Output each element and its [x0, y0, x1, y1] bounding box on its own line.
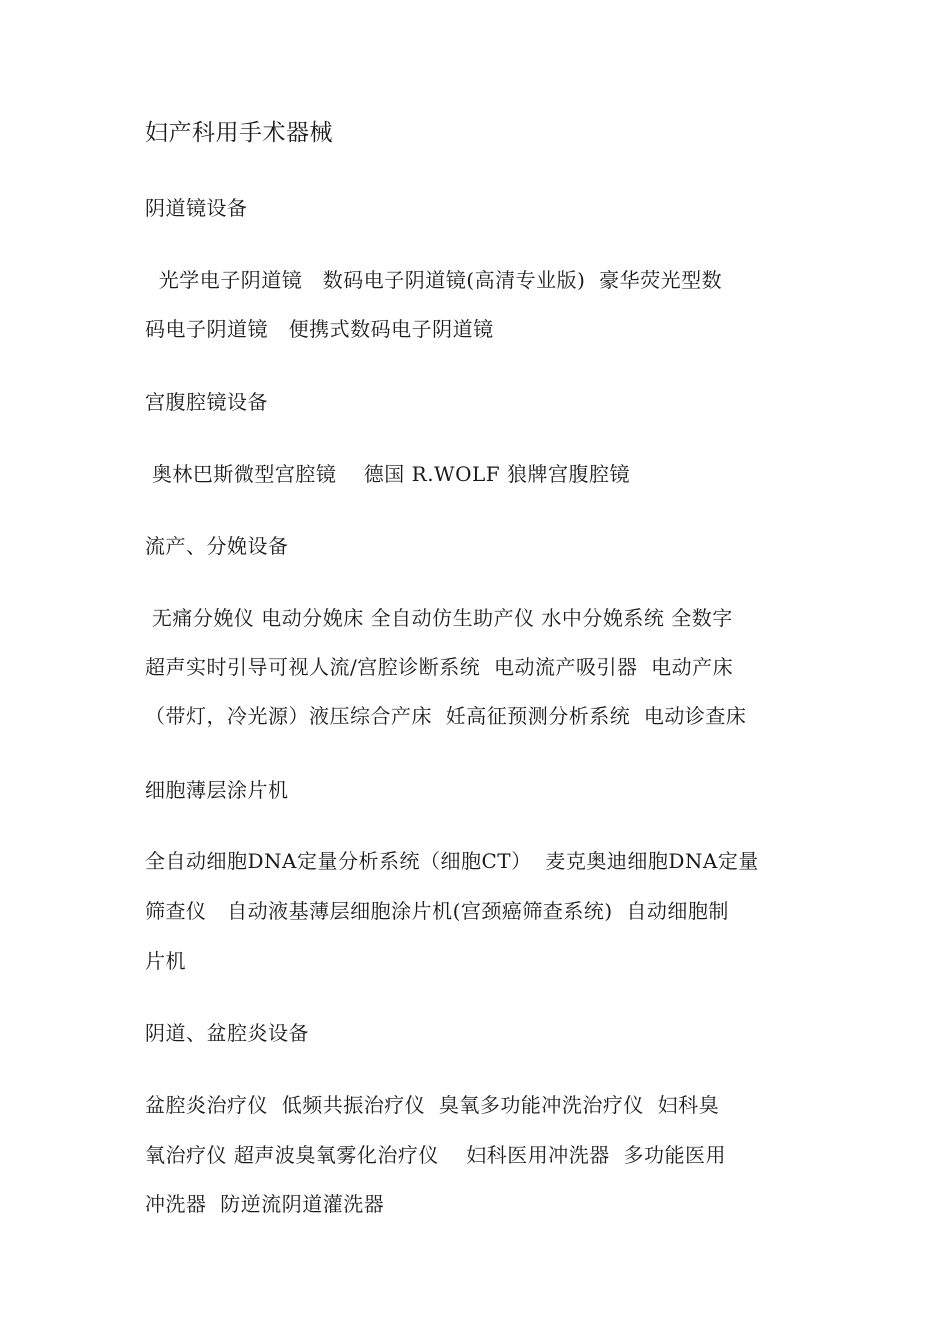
section-text-line: （带灯，冷光源）液压综合产床 妊高征预测分析系统 电动诊查床 — [145, 704, 747, 728]
section-text-line: 片机 — [145, 949, 186, 973]
section-text-line: 超声实时引导可视人流/宫腔诊断系统 电动流产吸引器 电动产床 — [145, 655, 734, 679]
section-text-line: 冲洗器 防逆流阴道灌洗器 — [145, 1192, 385, 1216]
document-title: 妇产科用手术器械 — [145, 120, 333, 146]
section-text-line: 码电子阴道镜 便携式数码电子阴道镜 — [145, 317, 494, 341]
section-heading-delivery: 流产、分娩设备 — [145, 534, 289, 558]
section-text-line: 光学电子阴道镜 数码电子阴道镜(高清专业版) 豪华荧光型数 — [145, 268, 723, 292]
section-heading-colposcope: 阴道镜设备 — [145, 196, 248, 220]
section-text-line: 奥林巴斯微型宫腔镜 德国 R.WOLF 狼牌宫腹腔镜 — [145, 462, 631, 486]
section-text-line: 全自动细胞DNA定量分析系统（细胞CT） 麦克奥迪细胞DNA定量 — [145, 849, 759, 873]
section-text-line: 无痛分娩仪 电动分娩床 全自动仿生助产仪 水中分娩系统 全数字 — [145, 606, 733, 630]
section-heading-hysteroscope: 宫腹腔镜设备 — [145, 390, 268, 414]
section-text-line: 筛查仪 自动液基薄层细胞涂片机(宫颈癌筛查系统) 自动细胞制 — [145, 899, 729, 923]
section-text-line: 盆腔炎治疗仪 低频共振治疗仪 臭氧多功能冲洗治疗仪 妇科臭 — [145, 1093, 720, 1117]
section-text-line: 氧治疗仪 超声波臭氧雾化治疗仪 妇科医用冲洗器 多功能医用 — [145, 1143, 727, 1167]
section-heading-cytology: 细胞薄层涂片机 — [145, 778, 289, 802]
section-heading-pelvic: 阴道、盆腔炎设备 — [145, 1021, 309, 1045]
